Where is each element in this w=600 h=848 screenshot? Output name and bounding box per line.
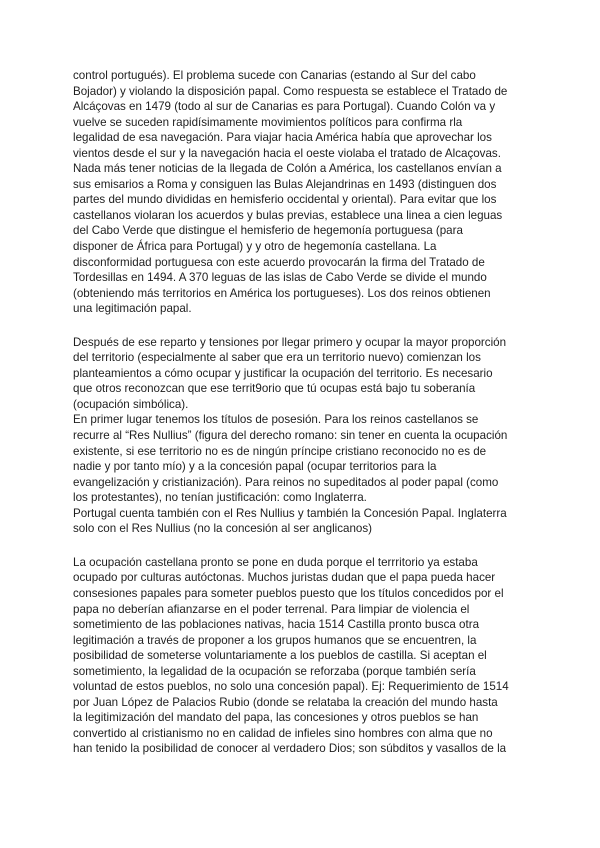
text-line: consesiones papales para someter pueblos puesto que los títulos concedidos por el xyxy=(73,586,504,600)
text-line: papa no deberían afianzarse en el poder terrenal. Para limpiar de violencia el xyxy=(73,602,470,616)
text-line: recurre al “Res Nullius” (figura del derecho romano: sin tener en cuenta la ocupación xyxy=(73,429,508,443)
text-line: que otros reconozcan que ese territ9orio que tú ocupas está bajo tu soberanía xyxy=(73,382,476,396)
text-line: La ocupación castellana pronto se pone en duda porque el terrritorio ya estaba xyxy=(73,555,478,569)
text-line: (obteniendo más territorios en América los portugueses). Los dos reinos obtienen xyxy=(73,286,491,300)
text-line: Portugal cuenta también con el Res Nullius y también la Concesión Papal. Inglaterra xyxy=(73,506,507,520)
text-line: la legitimización del mandato del papa, las concesiones y otros pueblos se han xyxy=(73,711,479,725)
document-body xyxy=(73,68,535,757)
text-line: (ocupación simbólica). xyxy=(73,397,189,411)
text-line: Tordesillas en 1494. A 370 leguas de las islas de Cabo Verde se divide el mundo xyxy=(73,271,487,285)
text-line: disconformidad portuguesa con este acuerdo provocarán la firma del Tratado de xyxy=(73,255,485,269)
text-line: una legitimación papal. xyxy=(73,302,192,316)
text-line: han tenido la posibilidad de conocer al verdadero Dios; son súbditos y vasallos de la xyxy=(73,742,507,756)
paragraph-gap xyxy=(73,317,535,335)
text-line: voluntad de estos pueblos, no solo una concesión papal). Ej: Requerimiento de 1514 xyxy=(73,680,509,694)
text-line: sometimiento, la legalidad de la ocupación se reforzaba (porque también sería xyxy=(73,664,476,678)
text-line: partes del mundo divididas en hemisferio occidental y oriental). Para evitar que los xyxy=(73,193,497,207)
text-line: legitimación a través de proponer a los grupos humanos que se encuentren, la xyxy=(73,633,477,647)
paragraph-3 xyxy=(73,555,535,757)
text-line: del territorio (especialmente al saber que era un territorio nuevo) comienzan los xyxy=(73,351,481,365)
text-line: posibilidad de someterse voluntariamente a los pueblos de castilla. Si aceptan el xyxy=(73,649,487,663)
text-line: solo con el Res Nullius (no la concesión al ser anglicanos) xyxy=(73,522,373,536)
text-line: por Juan López de Palacios Rubio (donde se relataba la creación del mundo hasta xyxy=(73,695,498,709)
text-line: sometimiento de las poblaciones nativas, hacia 1514 Castilla pronto busca otra xyxy=(73,618,480,632)
paragraph-gap xyxy=(73,537,535,555)
text-line: los protestantes), no tenían justificación: como Inglaterra. xyxy=(73,491,367,505)
text-line: vientos desde el sur y la navegación hacia el oeste violaba el tratado de Alcaçovas. xyxy=(73,146,501,160)
text-line: existente, si ese territorio no es de ningún príncipe cristiano reconocido no es de xyxy=(73,444,487,458)
text-line: nadie y por tanto mío) y a la concesión papal (ocupar territorios para la xyxy=(73,460,437,474)
paragraph-2 xyxy=(73,335,535,537)
text-line: legalidad de esa navegación. Para viajar hacia América había que aprovechar los xyxy=(73,131,492,145)
text-line: En primer lugar tenemos los títulos de posesión. Para los reinos castellanos se xyxy=(73,413,479,427)
text-line: Después de ese reparto y tensiones por llegar primero y ocupar la mayor proporción xyxy=(73,335,507,349)
text-line: control portugués). El problema sucede con Canarias (estando al Sur del cabo xyxy=(73,69,476,82)
text-line: vuelve se suceden rapidísimamente movimientos políticos para confirma rla xyxy=(73,115,463,129)
text-line: convertido al cristianismo no en calidad de infieles sino hombres con alma que no xyxy=(73,726,493,740)
text-line: castellanos violaran los acuerdos y bulas previas, establece una linea a cien leguas xyxy=(73,208,503,222)
text-line: Nada más tener noticias de la llegada de Colón a América, los castellanos envían a xyxy=(73,162,502,176)
text-line: evangelización y cristianización). Para reinos no supeditados al poder papal (como xyxy=(73,475,499,489)
text-line: Bojador) y violando la disposición papal. Como respuesta se establece el Tratado de xyxy=(73,84,508,98)
text-line: planteamientos a cómo ocupar y justificar la ocupación del territorio. Es necesario xyxy=(73,366,493,380)
text-line: del Cabo Verde que distingue el hemisferio de hegemonía portuguesa (para xyxy=(73,224,463,238)
paragraph-1 xyxy=(73,68,535,317)
text-line: sus emisarios a Roma y consiguen las Bulas Alejandrinas en 1493 (distinguen dos xyxy=(73,177,497,191)
text-line: disponer de África para Portugal) y y otro de hegemonía castellana. La xyxy=(73,240,437,254)
text-line: ocupado por culturas autóctonas. Muchos juristas dudan que el papa pueda hacer xyxy=(73,571,496,585)
text-line: Alcáçovas en 1479 (todo al sur de Canarias es para Portugal). Cuando Colón va y xyxy=(73,100,496,114)
